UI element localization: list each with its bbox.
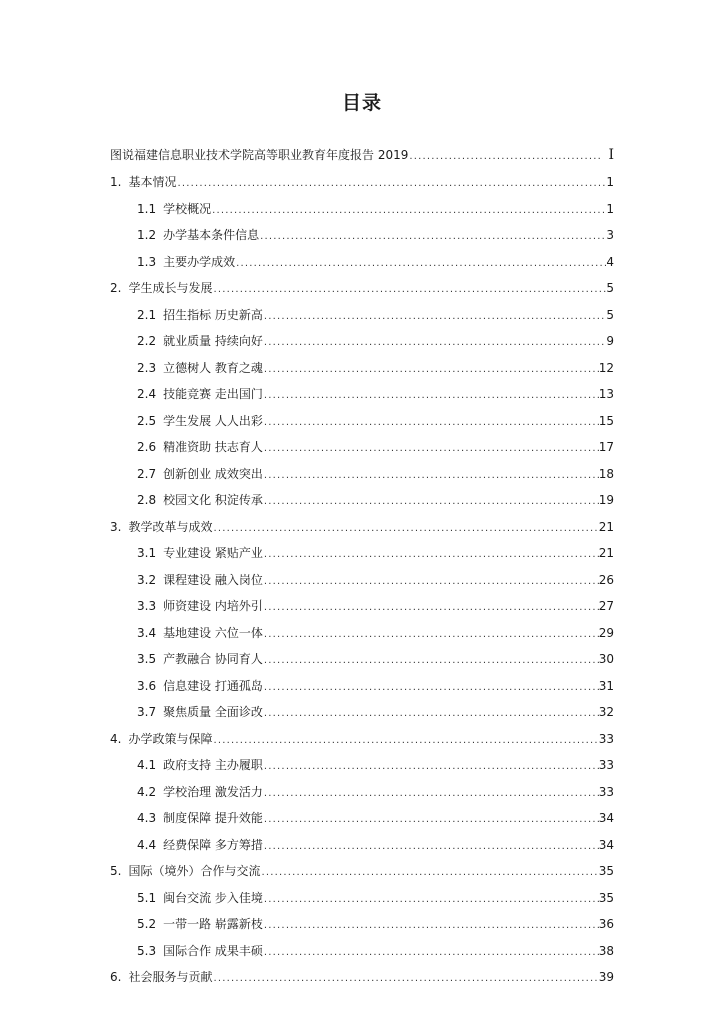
toc-entry-number: 5. (110, 864, 122, 878)
toc-entry-title: 一带一路 崭露新枝 (163, 917, 263, 931)
toc-entry-title: 社会服务与贡献 (128, 970, 213, 984)
toc-entry[interactable] (110, 674, 614, 701)
toc-entry[interactable] (110, 886, 614, 913)
toc-entry-page: 5 (606, 281, 614, 295)
dot-leader (263, 490, 599, 515)
toc-entry-page: 21 (598, 519, 614, 534)
toc-entry[interactable] (110, 541, 614, 568)
toc-entry-label (110, 276, 212, 301)
toc-entry[interactable] (110, 515, 614, 542)
dot-leader (263, 543, 599, 568)
dot-leader (260, 861, 598, 886)
toc-entry-label (137, 594, 263, 619)
toc-entry[interactable] (110, 356, 614, 383)
toc-entry-title: 产教融合 协同育人 (163, 652, 263, 666)
toc-entry-label (137, 303, 263, 328)
toc-entry-title: 国际（境外）合作与交流 (128, 864, 261, 878)
toc-entry-page: 27 (598, 599, 614, 613)
toc-entry-page: 9 (606, 334, 614, 348)
toc-entry-label (137, 223, 259, 248)
toc-entry-title: 聚焦质量 全面诊改 (163, 705, 263, 719)
toc-entry-label (137, 647, 263, 672)
dot-leader (263, 384, 599, 409)
toc-entry-number: 6. (110, 970, 122, 984)
toc-entry-number: 2.4 (137, 387, 157, 401)
toc-entry-number: 3.2 (137, 572, 157, 587)
toc-entry-label (137, 356, 263, 381)
dot-leader (211, 199, 606, 224)
toc-entry[interactable] (110, 859, 614, 886)
dot-leader (263, 914, 599, 939)
toc-entry[interactable] (110, 780, 614, 807)
dot-leader (263, 941, 599, 966)
toc-entry-title: 办学基本条件信息 (163, 228, 260, 242)
toc-entry[interactable] (110, 833, 614, 860)
dot-leader (263, 437, 599, 462)
toc-entry-label (137, 700, 263, 725)
toc-entry-title: 基地建设 六位一体 (163, 625, 263, 640)
toc-entry-number: 3. (110, 519, 122, 534)
toc-entry-label (137, 753, 263, 778)
toc-entry[interactable] (110, 329, 614, 356)
toc-entry-title: 专业建设 紧贴产业 (163, 546, 263, 560)
dot-leader (408, 144, 602, 170)
toc-entry-page: 3 (606, 228, 614, 242)
toc-entry-label (137, 488, 263, 513)
page-title: 目录 (341, 92, 382, 114)
toc-entry-title: 学生发展 人人出彩 (163, 413, 263, 428)
toc-entry-number: 4.3 (137, 811, 157, 825)
toc-entry-label (137, 568, 263, 593)
toc-entry-page: 39 (598, 970, 614, 984)
toc-entry-page: 33 (598, 758, 614, 772)
toc-entry-title: 图说福建信息职业技术学院高等职业教育年度报告 2019 (110, 148, 409, 162)
table-of-contents (110, 142, 614, 992)
toc-entry-title: 国际合作 成果丰硕 (163, 943, 263, 958)
toc-entry-page: 18 (598, 466, 614, 481)
toc-entry-title: 师资建设 内培外引 (163, 599, 263, 613)
dot-leader (263, 808, 599, 833)
toc-entry-number: 4.1 (137, 758, 157, 772)
toc-entry[interactable] (110, 647, 614, 674)
toc-entry-title: 信息建设 打通孤岛 (163, 678, 263, 693)
toc-entry[interactable] (110, 965, 614, 992)
toc-entry-number: 5.2 (137, 917, 157, 931)
dot-leader (212, 517, 598, 542)
dot-leader (263, 570, 599, 595)
toc-entry-page: 26 (598, 572, 614, 587)
dot-leader (263, 596, 599, 621)
toc-entry-page: 29 (598, 625, 614, 640)
toc-entry-label (137, 382, 263, 407)
toc-entry-title: 校园文化 积淀传承 (163, 493, 263, 507)
toc-entry-page: 12 (598, 360, 614, 375)
toc-entry-number: 1. (110, 175, 122, 189)
toc-entry-number: 3.5 (137, 652, 157, 666)
toc-entry[interactable] (110, 700, 614, 727)
toc-entry-label (137, 939, 263, 964)
toc-entry-title: 制度保障 提升效能 (163, 811, 263, 825)
toc-entry[interactable] (110, 462, 614, 489)
dot-leader (263, 464, 599, 489)
toc-entry[interactable] (110, 223, 614, 250)
toc-entry-label (110, 965, 212, 990)
dot-leader (263, 835, 599, 860)
toc-entry[interactable] (110, 488, 614, 515)
toc-entry-number: 5.1 (137, 890, 157, 905)
toc-entry-label (137, 674, 263, 699)
toc-entry-number: 2.7 (137, 466, 157, 481)
toc-entry-title: 立德树人 教育之魂 (163, 360, 263, 375)
toc-entry-number: 4.4 (137, 837, 157, 852)
toc-entry-title: 学生成长与发展 (128, 281, 213, 295)
toc-entry[interactable] (110, 939, 614, 966)
toc-entry-title: 闽台交流 步入佳境 (163, 890, 263, 905)
dot-leader (263, 411, 599, 436)
toc-entry-number: 2.1 (137, 307, 157, 322)
toc-entry-number: 1.1 (137, 201, 157, 216)
toc-entry-page: 36 (598, 917, 614, 931)
toc-entry-label (110, 142, 408, 168)
toc-entry-number: 4.2 (137, 784, 157, 799)
toc-entry-number: 1.2 (137, 228, 157, 242)
toc-entry-label (137, 621, 263, 646)
toc-entry-page: 21 (598, 546, 614, 560)
dot-leader (212, 729, 598, 754)
toc-entry-page: 35 (598, 890, 614, 905)
toc-entry-page: 17 (598, 440, 614, 454)
toc-entry[interactable] (110, 594, 614, 621)
toc-entry-title: 教学改革与成效 (128, 519, 213, 534)
toc-entry-number: 3.6 (137, 678, 157, 693)
toc-entry-label (137, 886, 263, 911)
toc-entry-label (137, 780, 263, 805)
dot-leader (212, 967, 598, 992)
toc-entry-number: 2.8 (137, 493, 157, 507)
toc-entry-page: 35 (598, 864, 614, 878)
toc-entry[interactable] (110, 142, 614, 170)
toc-entry-label (137, 329, 263, 354)
toc-entry-label (110, 727, 212, 752)
toc-entry-number: 2.3 (137, 360, 157, 375)
toc-entry-page: 15 (598, 413, 614, 428)
toc-entry-title: 政府支持 主办履职 (163, 758, 263, 772)
toc-entry-label (110, 170, 176, 195)
toc-entry-label (137, 541, 263, 566)
dot-leader (263, 755, 599, 780)
toc-entry-page: 30 (598, 652, 614, 666)
toc-entry-number: 2.6 (137, 440, 157, 454)
toc-entry-number: 2.2 (137, 334, 157, 348)
dot-leader (263, 331, 606, 356)
toc-entry-page: 4 (606, 254, 614, 269)
toc-entry-title: 招生指标 历史新高 (163, 307, 263, 322)
toc-entry[interactable] (110, 568, 614, 595)
toc-entry-number: 4. (110, 731, 122, 746)
toc-entry-number: 3.7 (137, 705, 157, 719)
dot-leader (235, 252, 606, 277)
toc-entry-label (137, 197, 211, 222)
toc-entry[interactable] (110, 753, 614, 780)
dot-leader (263, 888, 599, 913)
dot-leader (263, 676, 599, 701)
toc-entry[interactable] (110, 276, 614, 303)
toc-entry[interactable] (110, 409, 614, 436)
toc-entry-number: 3.4 (137, 625, 157, 640)
toc-entry-label (110, 515, 212, 540)
toc-entry-number: 2.5 (137, 413, 157, 428)
dot-leader (263, 358, 599, 383)
dot-leader (263, 305, 606, 330)
dot-leader (212, 278, 606, 303)
toc-entry-title: 基本情况 (128, 175, 177, 189)
toc-entry-title: 创新创业 成效突出 (163, 466, 263, 481)
toc-entry[interactable] (110, 912, 614, 939)
toc-entry-page: 19 (598, 493, 614, 507)
toc-entry[interactable] (110, 435, 614, 462)
toc-entry-page: 33 (598, 731, 614, 746)
toc-entry-number: 5.3 (137, 943, 157, 958)
toc-entry-label (137, 833, 263, 858)
toc-entry-title: 课程建设 融入岗位 (163, 572, 263, 587)
toc-entry-label (137, 912, 263, 937)
toc-entry-page: 13 (598, 387, 614, 401)
toc-entry-page: 33 (598, 784, 614, 799)
toc-entry[interactable] (110, 382, 614, 409)
toc-entry-label (110, 859, 260, 884)
toc-entry-page: 34 (598, 837, 614, 852)
toc-entry[interactable] (110, 197, 614, 224)
toc-entry-title: 主要办学成效 (163, 254, 236, 269)
dot-leader (263, 782, 599, 807)
toc-entry-page: 31 (598, 678, 614, 693)
toc-entry-page: 5 (606, 307, 614, 322)
toc-entry-page: 1 (606, 201, 614, 216)
toc-entry[interactable] (110, 727, 614, 754)
toc-entry-number: 3.1 (137, 546, 157, 560)
toc-entry-number: 1.3 (137, 254, 157, 269)
toc-entry-page: 1 (606, 175, 614, 189)
toc-entry-page: 32 (598, 705, 614, 719)
toc-entry-label (137, 435, 263, 460)
toc-entry-title: 精准资助 扶志育人 (163, 440, 263, 454)
dot-leader (263, 702, 599, 727)
toc-entry-title: 办学政策与保障 (128, 731, 213, 746)
toc-entry[interactable] (110, 250, 614, 277)
dot-leader (176, 172, 606, 197)
toc-entry-title: 经费保障 多方筹措 (163, 837, 263, 852)
toc-entry[interactable] (110, 170, 614, 197)
toc-entry[interactable] (110, 621, 614, 648)
toc-entry-number: 3.3 (137, 599, 157, 613)
toc-entry-title: 学校概况 (163, 201, 212, 216)
dot-leader (263, 623, 599, 648)
toc-entry-page: I (608, 147, 614, 163)
toc-entry-title: 学校治理 激发活力 (163, 784, 263, 799)
toc-entry-title: 就业质量 持续向好 (163, 334, 263, 348)
toc-entry-label (137, 806, 263, 831)
toc-entry-page: 38 (598, 943, 614, 958)
dot-leader (263, 649, 599, 674)
toc-entry-number: 2. (110, 281, 122, 295)
toc-entry[interactable] (110, 303, 614, 330)
dot-leader (259, 225, 606, 250)
toc-entry-label (137, 250, 235, 275)
toc-entry-page: 34 (598, 811, 614, 825)
toc-entry[interactable] (110, 806, 614, 833)
toc-entry-label (137, 462, 263, 487)
toc-entry-title: 技能竞赛 走出国门 (163, 387, 263, 401)
toc-entry-label (137, 409, 263, 434)
